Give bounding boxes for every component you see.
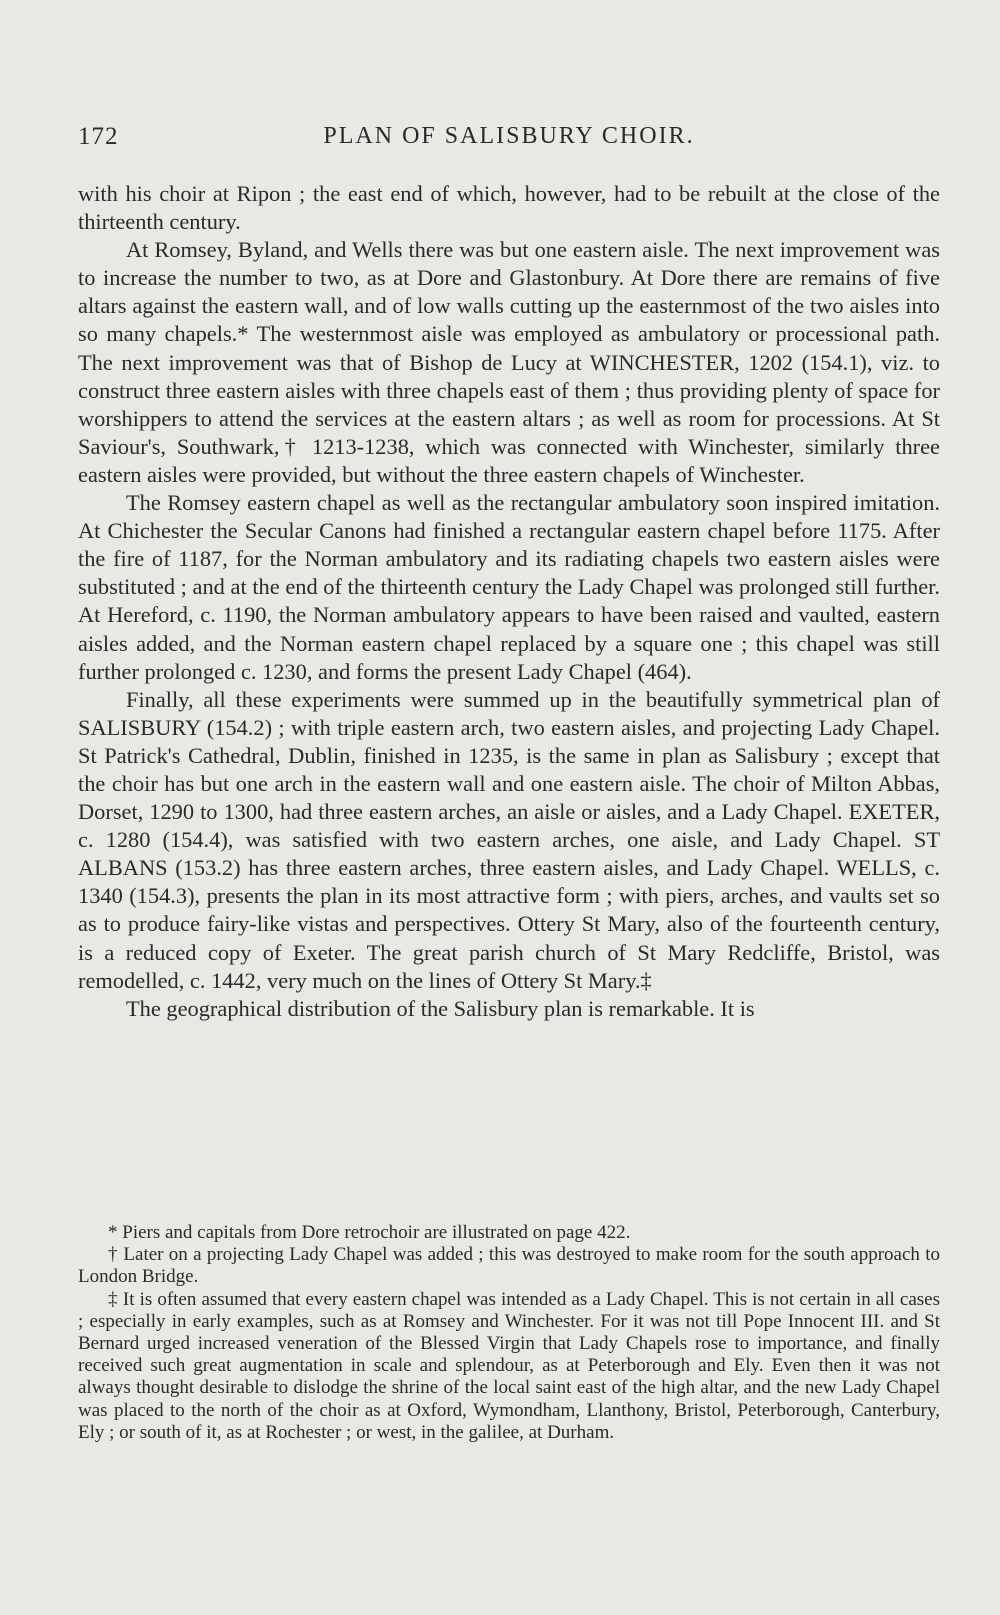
paragraph-romsey-aisles: At Romsey, Byland, and Wells there was but one eastern aisle. The next improvement was to increase the number to two, as at Dore and Glastonbury. At Dore there are remains of five altars against the eastern wall, and of low walls cutting up the easternmost of the two aisles into so many chapels.* The westernmost aisle was employed as ambulatory or processional path. The next improvement was that of Bishop de Lucy at WINCHESTER, 1202 (154.1), viz. to construct three eastern aisles with three chapels east of them ; thus providing plenty of space for worshippers to attend the services at the eastern altars ; as well as room for processions. At St Saviour's, Southwark,† 1213-1238, which was connected with Winchester, similarly three eastern aisles were provided, but without the three eastern chapels of Winchester. (78, 237, 940, 487)
footnote-asterisk: * Piers and capitals from Dore retrochoir are illustrated on page 422. (108, 1222, 631, 1243)
paragraph-geographical-distribution: The geographical distribution of the Salisbury plan is remarkable. It is (126, 995, 755, 1021)
running-head: PLAN OF SALISBURY CHOIR. (323, 123, 695, 149)
footnotes (78, 1222, 940, 1444)
paragraph-romsey-chapel: The Romsey eastern chapel as well as the rectangular ambulatory soon inspired imitation. At Chichester the Secular Canons had finished a rectangular eastern chapel before 1175. After the fire of 1187, for the Norman ambulatory and its radiating chapels two eastern aisles were substituted ; and at the end of the thirteenth century the Lady Chapel was prolonged still further. At Hereford, c. 1190, the Norman ambulatory appears to have been raised and vaulted, eastern aisles added, and the Norman eastern chapel replaced by a square one ; this chapel was still further prolonged c. 1230, and forms the present Lady Chapel (464). (78, 490, 940, 684)
page-number: 172 (78, 123, 119, 150)
paragraph-continued: with his choir at Ripon ; the east end of which, however, had to be rebuilt at the close of the thirteenth century. (78, 181, 940, 235)
page-header (78, 123, 940, 163)
body-text (78, 180, 940, 1023)
paragraph-salisbury-plan: Finally, all these experiments were summed up in the beautifully symmetrical plan of SALISBURY (154.2) ; with triple eastern arch, two eastern aisles, and projecting Lady Chapel. St Patrick's Cathedral, Dublin, finished in 1235, is the same in plan as Salisbury ; except that the choir has but one arch in the eastern wall and one eastern aisle. The choir of Milton Abbas, Dorset, 1290 to 1300, had three eastern arches, an aisle or aisles, and a Lady Chapel. EXETER, c. 1280 (154.4), was satisfied with two eastern arches, one aisle, and Lady Chapel. ST ALBANS (153.2) has three eastern arches, three eastern aisles, and Lady Chapel. WELLS, c. 1340 (154.3), presents the plan in its most attractive form ; with piers, arches, and vaults set so as to produce fairy-like vistas and perspectives. Ottery St Mary, also of the fourteenth century, is a reduced copy of Exeter. The great parish church of St Mary Redcliffe, Bristol, was remodelled, c. 1442, very much on the lines of Ottery St Mary.‡ (78, 686, 940, 993)
footnote-double-dagger: ‡ It is often assumed that every eastern chapel was intended as a Lady Chapel. This is not certain in all cases ; especially in early examples, such as at Romsey and Winchester. For it was not till Pope Innocent III. and St Bernard urged increased veneration of the Blessed Virgin that Lady Chapels rose to importance, and finally received such great augmentation in scale and splendour, as at Peterborough and Ely. Even then it was not always thought desirable to dislodge the shrine of the local saint east of the high altar, and the new Lady Chapel was placed to the north of the choir as at Oxford, Wymondham, Llanthony, Bristol, Peterborough, Canterbury, Ely ; or south of it, as at Rochester ; or west, in the galilee, at Durham. (78, 1288, 940, 1443)
footnote-dagger: † Later on a projecting Lady Chapel was added ; this was destroyed to make room for the south approach to London Bridge. (78, 1244, 940, 1288)
